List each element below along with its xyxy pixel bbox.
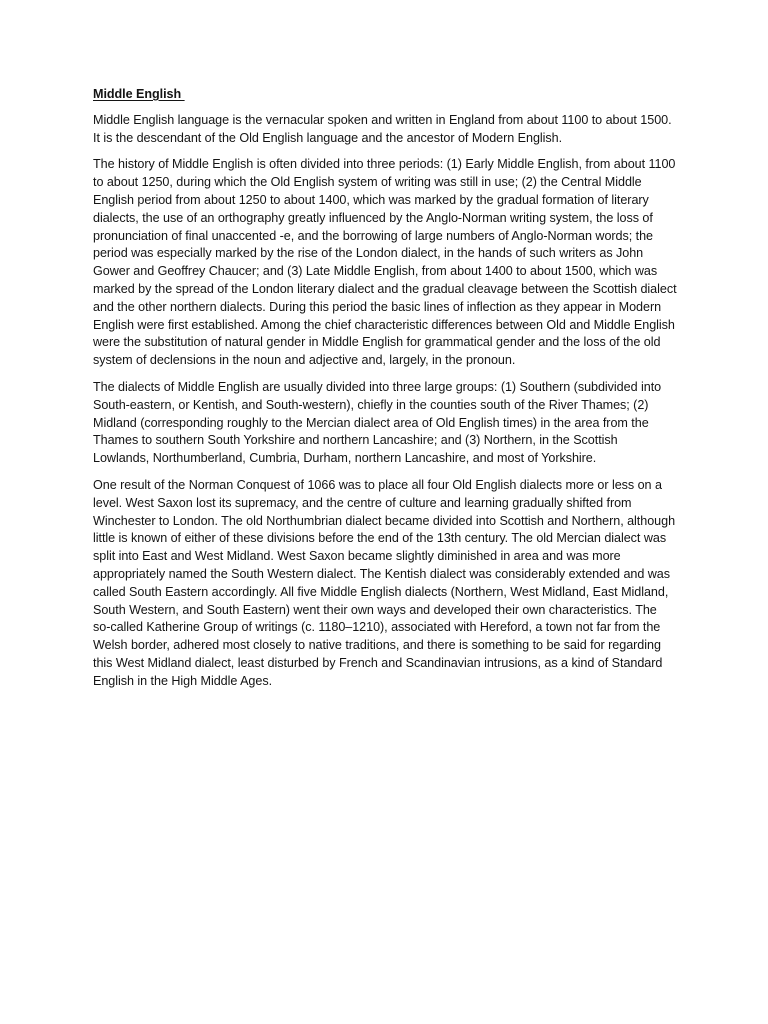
document-heading: Middle English [93, 87, 185, 101]
document-page [93, 86, 677, 700]
paragraph-norman-conquest: One result of the Norman Conquest of 1066 was to place all four Old English dialects more or less on a level. West Saxon lost its supremacy, and the centre of culture and learning gradually shifted from Winchester to London. The old Northumbrian dialect became divided into Scottish and Northern, although little is known of either of these divisions before the end of the 13th century. The old Mercian dialect was split into East and West Midland. West Saxon became slightly diminished in area and was more appropriately named the South Western dialect. The Kentish dialect was considerably extended and was called South Eastern accordingly. All five Middle English dialects (Northern, West Midland, East Midland, South Western, and South Eastern) went their own ways and developed their own characteristics. The so-called Katherine Group of writings (c. 1180–1210), associated with Hereford, a town not far from the Welsh border, adhered most closely to native traditions, and there is something to be said for regarding this West Midland dialect, least disturbed by French and Scandinavian intrusions, as a kind of Standard English in the High Middle Ages. [93, 477, 676, 688]
paragraph-intro: Middle English language is the vernacular spoken and written in England from about 1100 to about 1500. It is the descendant of the Old English language and the ancestor of Modern English. [93, 112, 672, 145]
paragraph-dialect-groups: The dialects of Middle English are usually divided into three large groups: (1) Southern (subdivided into South-eastern, or Kentish, and South-western), chiefly in the counties south of the River Thames; (2) Midland (corresponding roughly to the Mercian dialect area of Old English times) in the area from the Thames to southern South Yorkshire and northern Lancashire; and (3) Northern, in the Scottish Lowlands, Northumberland, Cumbria, Durham, northern Lancashire, and most of Yorkshire. [93, 379, 662, 466]
paragraph-history-periods: The history of Middle English is often divided into three periods: (1) Early Middle English, from about 1100 to about 1250, during which the Old English system of writing was still in use; (2) the Central Middle English period from about 1250 to about 1400, which was marked by the gradual formation of literary dialects, the use of an orthography greatly influenced by the Anglo-Norman writing system, the loss of pronunciation of final unaccented -e, and the borrowing of large numbers of Anglo-Norman words; the period was especially marked by the rise of the London dialect, in the hands of such writers as John Gower and Geoffrey Chaucer; and (3) Late Middle English, from about 1400 to about 1500, which was marked by the spread of the London literary dialect and the gradual cleavage between the Scottish dialect and the other northern dialects. During this period the basic lines of inflection as they appear in Modern English were first established. Among the chief characteristic differences between Old and Middle English were the substitution of natural gender in Middle English for grammatical gender and the loss of the old system of declensions in the noun and adjective and, largely, in the pronoun. [93, 157, 677, 368]
